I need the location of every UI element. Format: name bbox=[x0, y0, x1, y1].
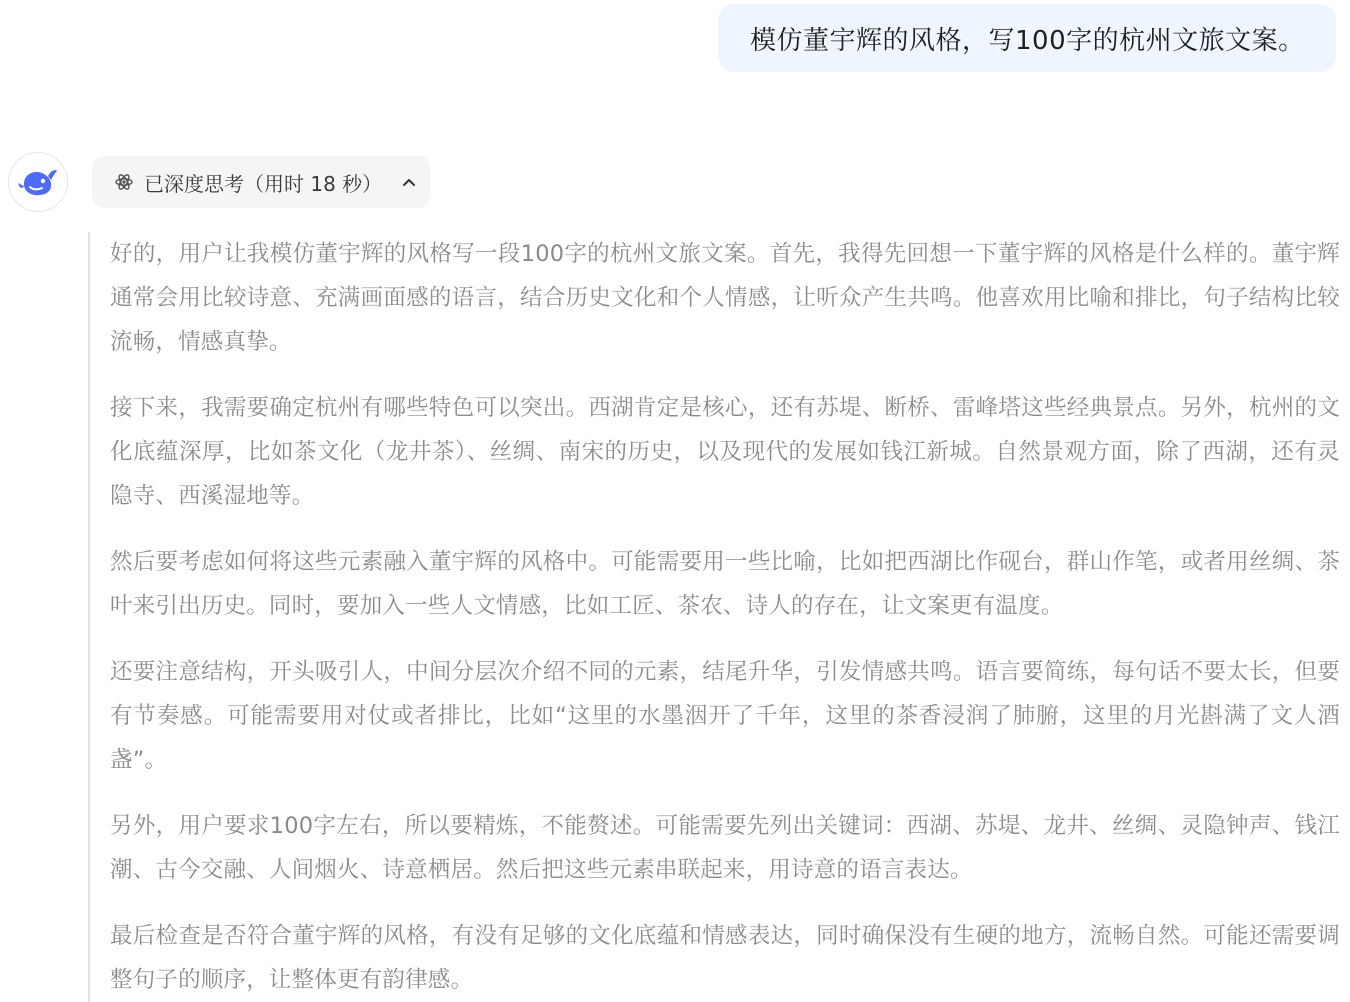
thought-paragraph: 另外，用户要求100字左右，所以要精炼，不能赘述。可能需要先列出关键词：西湖、苏堤、龙井、丝绸、灵隐钟声、钱江潮、古今交融、人间烟火、诗意栖居。然后把这些元素串联起来，用诗意的语言表达。 bbox=[110, 813, 1340, 883]
thinking-content bbox=[88, 232, 1340, 1002]
user-message-text: 模仿董宇辉的风格，写100字的杭州文旅文案。 bbox=[750, 25, 1305, 56]
thought-paragraph: 然后要考虑如何将这些元素融入董宇辉的风格中。可能需要用一些比喻，比如把西湖比作砚台，群山作笔，或者用丝绸、茶叶来引出历史。同时，要加入一些人文情感，比如工匠、茶农、诗人的存在，让文案更有温度。 bbox=[110, 549, 1340, 619]
thought-paragraph: 最后检查是否符合董宇辉的风格，有没有足够的文化底蕴和情感表达，同时确保没有生硬的地方，流畅自然。可能还需要调整句子的顺序，让整体更有韵律感。 bbox=[110, 923, 1340, 993]
assistant-avatar bbox=[8, 152, 68, 212]
deep-thinking-label: 已深度思考（用时 18 秒） bbox=[144, 171, 383, 196]
whale-logo-icon bbox=[18, 164, 58, 200]
thought-paragraph: 接下来，我需要确定杭州有哪些特色可以突出。西湖肯定是核心，还有苏堤、断桥、雷峰塔这些经典景点。另外，杭州的文化底蕴深厚，比如茶文化（龙井茶）、丝绸、南宋的历史，以及现代的发展如钱江新城。自然景观方面，除了西湖，还有灵隐寺、西溪湿地等。 bbox=[110, 395, 1340, 509]
chevron-up-icon bbox=[400, 173, 418, 191]
atom-icon bbox=[114, 172, 134, 192]
thought-paragraph: 好的，用户让我模仿董宇辉的风格写一段100字的杭州文旅文案。首先，我得先回想一下董宇辉的风格是什么样的。董宇辉通常会用比较诗意、充满画面感的语言，结合历史文化和个人情感，让听众产生共鸣。他喜欢用比喻和排比，句子结构比较流畅，情感真挚。 bbox=[110, 241, 1340, 355]
user-message-bubble bbox=[718, 4, 1336, 72]
deep-thinking-toggle[interactable] bbox=[92, 156, 430, 208]
thought-paragraph: 还要注意结构，开头吸引人，中间分层次介绍不同的元素，结尾升华，引发情感共鸣。语言要简练，每句话不要太长，但要有节奏感。可能需要用对仗或者排比，比如“这里的水墨洇开了千年，这里的茶香浸润了肺腑，这里的月光斟满了文人酒盏”。 bbox=[110, 659, 1340, 773]
